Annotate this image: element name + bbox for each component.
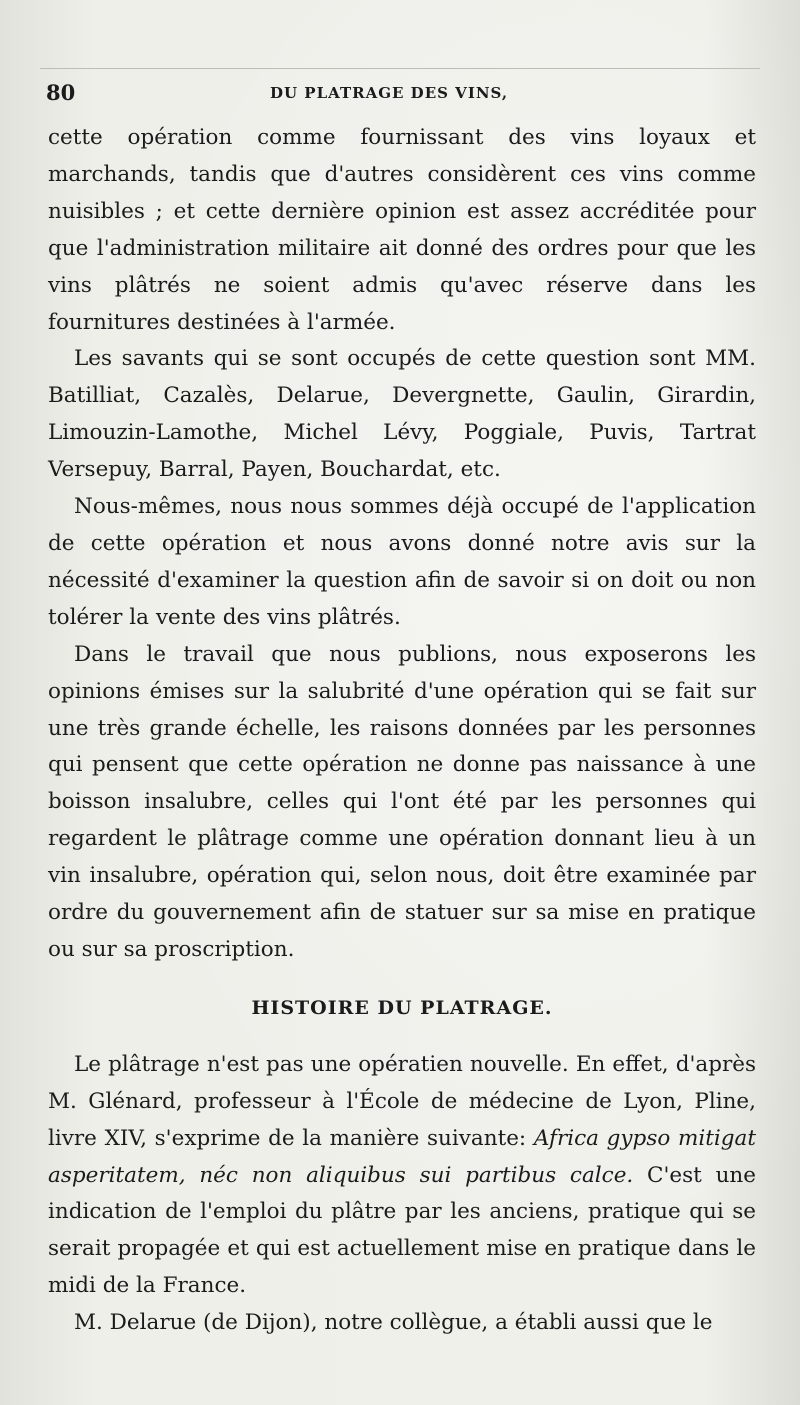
paragraph-5 (48, 1047, 756, 1305)
paragraph-2: Les savants qui se sont occupés de cette question sont MM. Batilliat, Cazalès, Delarue, Devergnette, Gaulin, Girardin, Limouzin-Lamothe, Michel Lévy, Poggiale, Puvis, Tartrat Versepuy, Barral, Payen, Bouchardat, etc. (48, 346, 756, 483)
paragraph-5-text: Le plâtrage n'est pas une opératien nouvelle. En effet, d'après M. Glénard, professeur à l'École de médecine de Lyon, Pline, livre XIV, s'exprime de la manière suivante: (48, 1051, 756, 1151)
paragraph-3: Nous-mêmes, nous nous sommes déjà occupé de l'application de cette opération et nous avons donné notre avis sur la nécessité d'examiner la question afin de savoir si on doit ou non tolérer la vente des vins plâtrés. (48, 494, 756, 630)
body-text (48, 120, 756, 1342)
page-header (46, 80, 754, 110)
page-number: 80 (46, 80, 76, 105)
running-title: DU PLATRAGE DES VINS, (270, 84, 509, 102)
paragraph-4: Dans le travail que nous publions, nous exposerons les opinions émises sur la salubrité d'une opération qui se fait sur une très grande échelle, les raisons données par les personnes qui pensent que cette opération ne donne pas naissance à une boisson insalubre, celles qui l'ont été par les personnes qui regardent le plâtrage comme une opération donnant lieu à un vin insalubre, opération qui, selon nous, doit être examinée par ordre du gouvernement afin de statuer sur sa mise en pratique ou sur sa proscription. (48, 641, 756, 962)
paragraph-6: M. Delarue (de Dijon), notre collègue, a établi aussi que le (74, 1310, 713, 1336)
paragraph-5-text-end: C'est une indication de l'emploi du plâtre par les anciens, pratique qui se serait propagée et qui est actuellement mise en pratique dans le midi de la France. (48, 1162, 756, 1299)
section-title: HISTOIRE DU PLATRAGE. (251, 996, 553, 1019)
latin-quote: Africa gypso mitigat asperitatem, néc non aliquibus sui partibus calce. (48, 1125, 756, 1188)
top-rule (40, 68, 760, 69)
paragraph-1: cette opération comme fournissant des vins loyaux et marchands, tandis que d'autres considèrent ces vins comme nuisibles ; et cette dernière opinion est assez accréditée pour que l'administration militaire ait donné des ordres pour que les vins plâtrés ne soient admis qu'avec réserve dans les fournitures destinées à l'armée. (48, 125, 756, 335)
